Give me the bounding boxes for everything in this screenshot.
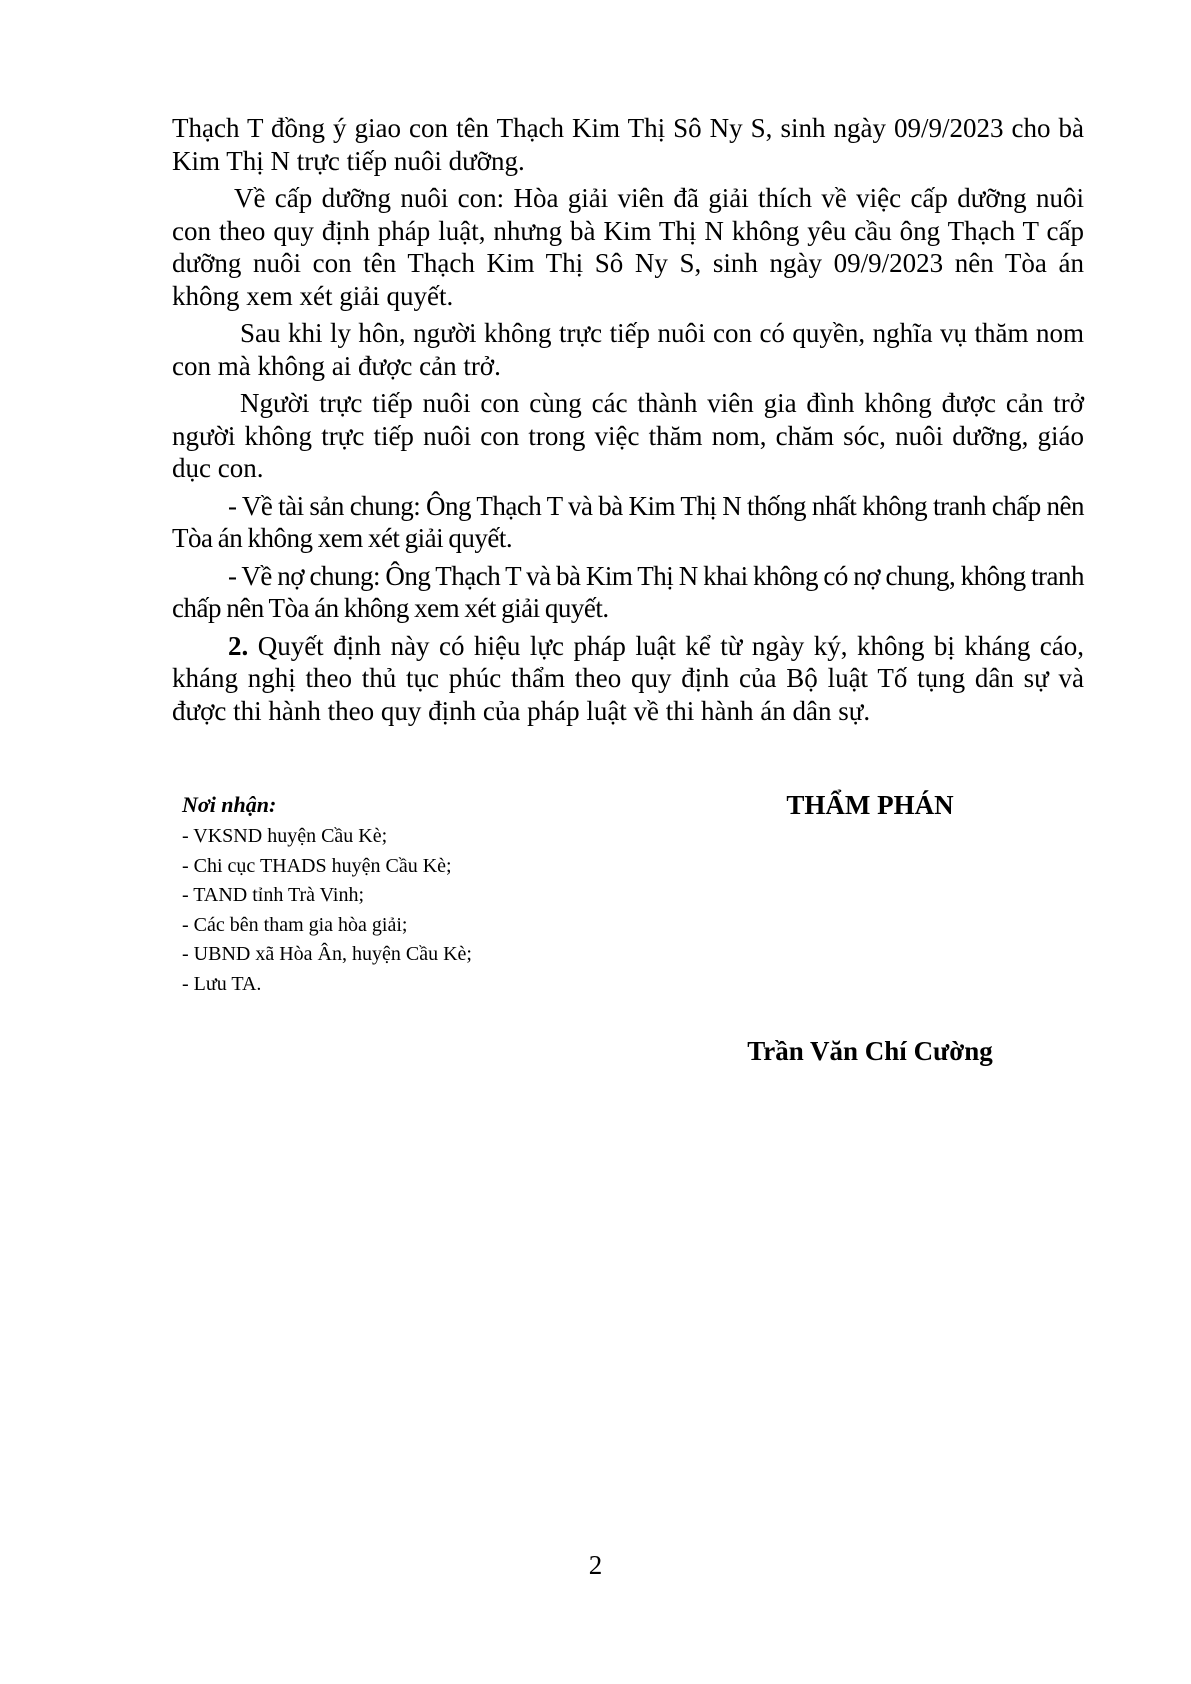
clause-text: Quyết định này có hiệu lực pháp luật kể từ ngày ký, không bị kháng cáo, kháng nghị theo thủ tục phúc thẩm theo quy định của Bộ luật Tố tụng dân sự và được thi hành theo quy định của pháp luật về thi hành án dân sự.: [172, 630, 1084, 726]
document-body: [172, 112, 1084, 732]
recipients-block: [182, 792, 562, 1000]
recipients-title: Nơi nhận:: [182, 792, 277, 817]
paragraph-child-support: Về cấp dưỡng nuôi con: Hòa giải viên đã giải thích về việc cấp dưỡng nuôi con theo quy định pháp luật, nhưng bà Kim Thị N không yêu cầu ông Thạch T cấp dưỡng nuôi con tên Thạch Kim Thị Sô Ny S, sinh ngày 09/9/2023 nên Tòa án không xem xét giải quyết.: [172, 183, 1084, 311]
signer-name: Trần Văn Chí Cường: [747, 1036, 993, 1066]
paragraph-custody: Thạch T đồng ý giao con tên Thạch Kim Thị Sô Ny S, sinh ngày 09/9/2023 cho bà Kim Thị N trực tiếp nuôi dưỡng.: [172, 113, 1084, 176]
recipient-item: - Chi cục THADS huyện Cầu Kè;: [182, 854, 452, 877]
paragraph-effectiveness: [172, 630, 1084, 728]
recipient-item: - Các bên tham gia hòa giải;: [182, 913, 408, 936]
paragraph-common-property: - Về tài sản chung: Ông Thạch T và bà Kim Thị N thống nhất không tranh chấp nên Tòa án không xem xét giải quyết.: [172, 490, 1084, 553]
clause-number: 2.: [228, 630, 249, 661]
recipient-item: - TAND tỉnh Trà Vinh;: [182, 884, 365, 907]
recipient-item: - Lưu TA.: [182, 972, 262, 995]
recipient-item: - UBND xã Hòa Ân, huyện Cầu Kè;: [182, 943, 472, 966]
paragraph-visitation-rights: Sau khi ly hôn, người không trực tiếp nuôi con có quyền, nghĩa vụ thăm nom con mà không ai được cản trở.: [172, 318, 1084, 381]
signer-title: THẨM PHÁN: [786, 790, 954, 820]
paragraph-common-debt: - Về nợ chung: Ông Thạch T và bà Kim Thị N khai không có nợ chung, không tranh chấp nên Tòa án không xem xét giải quyết.: [172, 560, 1084, 623]
recipient-item: - VKSND huyện Cầu Kè;: [182, 825, 388, 847]
paragraph-no-obstruction: Người trực tiếp nuôi con cùng các thành viên gia đình không được cản trở người không trực tiếp nuôi con trong việc thăm nom, chăm sóc, nuôi dưỡng, giáo dục con.: [172, 388, 1084, 483]
page-number: 2: [588, 1550, 603, 1580]
